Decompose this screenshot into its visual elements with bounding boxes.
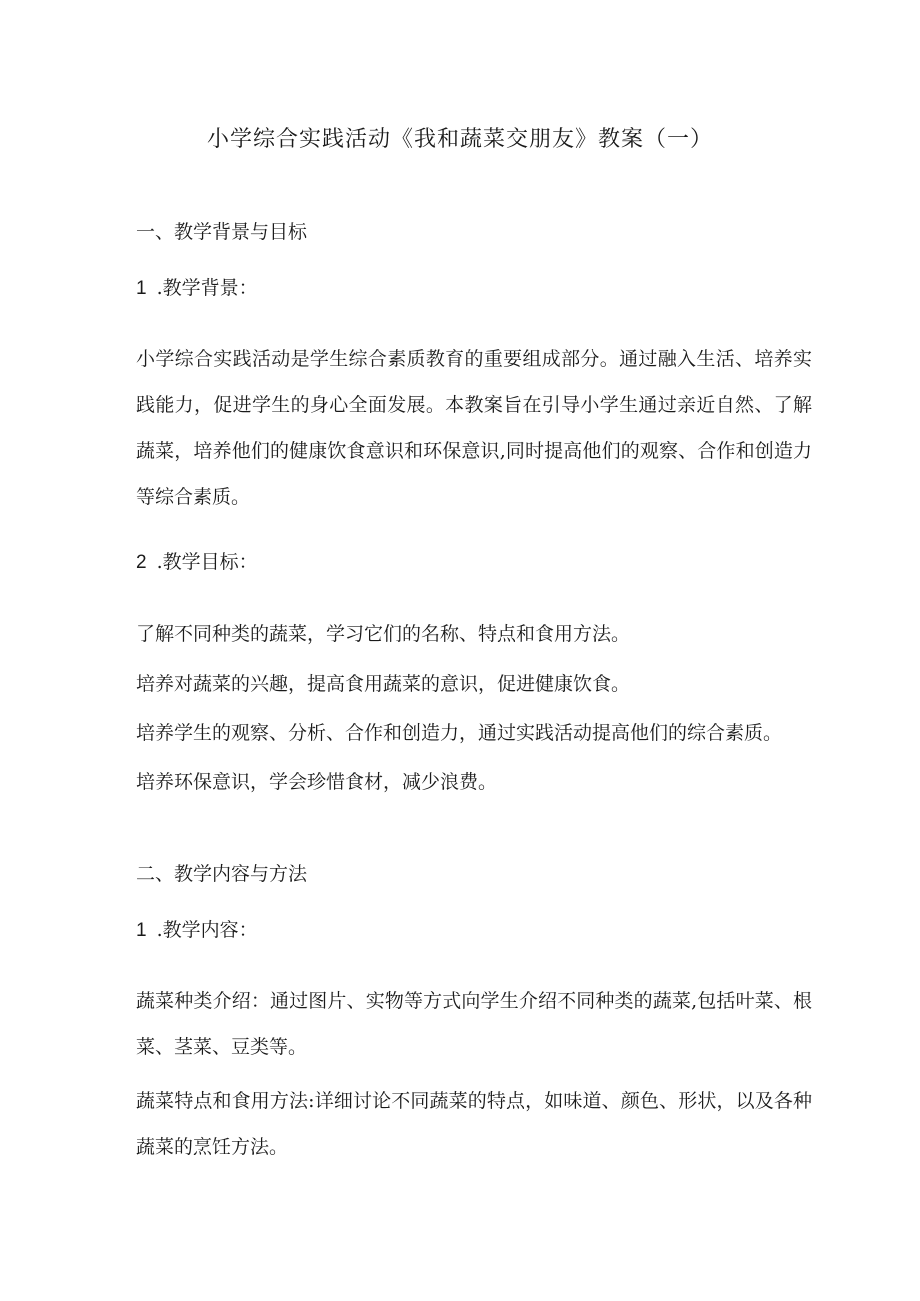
section-2-subheading-1 (136, 916, 258, 945)
subheading-number: 1 (136, 278, 147, 299)
content-item: 蔬菜特点和食用方法:详细讨论不同蔬菜的特点，如味道、颜色、形状，以及各种蔬菜的烹饪方法。 (136, 1090, 812, 1158)
section-1-subheading-2 (136, 548, 258, 577)
subheading-label: .教学内容： (156, 919, 258, 941)
goal-item: 培养对蔬菜的兴趣，提高食用蔬菜的意识，促进健康饮食。 (136, 673, 631, 695)
section-1-heading: 一、教学背景与目标 (136, 221, 308, 243)
content-item: 蔬菜种类介绍：通过图片、实物等方式向学生介绍不同种类的蔬菜,包括叶菜、根菜、茎菜、豆类等。 (136, 990, 812, 1058)
subheading-label: .教学背景： (156, 277, 258, 299)
goal-item: 培养学生的观察、分析、合作和创造力，通过实践活动提高他们的综合素质。 (136, 722, 783, 744)
background-paragraph: 小学综合实践活动是学生综合素质教育的重要组成部分。通过融入生活、培养实践能力，促进学生的身心全面发展。本教案旨在引导小学生通过亲近自然、了解蔬菜，培养他们的健康饮食意识和环保意识,同时提高他们的观察、合作和创造力等综合素质。 (136, 348, 812, 508)
goal-item: 了解不同种类的蔬菜，学习它们的名称、特点和食用方法。 (136, 623, 631, 645)
subheading-number: 1 (136, 920, 147, 941)
section-1-subheading-1 (136, 274, 258, 303)
goal-item: 培养环保意识，学会珍惜食材，减少浪费。 (136, 771, 498, 793)
document-title: 小学综合实践活动《我和蔬菜交朋友》教案（一） (206, 127, 713, 152)
subheading-label: .教学目标： (156, 551, 258, 573)
section-2-heading: 二、教学内容与方法 (136, 863, 308, 885)
subheading-number: 2 (136, 552, 147, 573)
